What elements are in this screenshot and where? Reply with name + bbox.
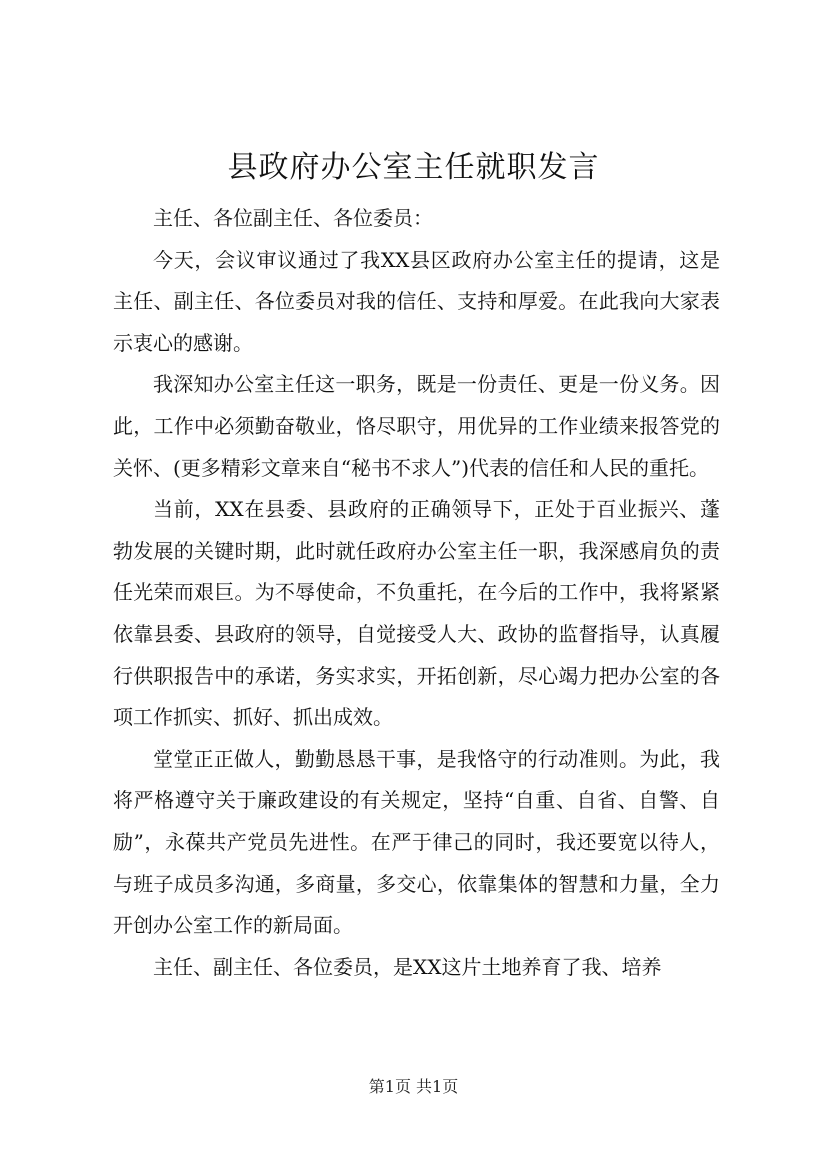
document-body <box>113 198 720 988</box>
salutation: 主任、各位副主任、各位委员： <box>153 206 433 230</box>
document-title: 县政府办公室主任就职发言 <box>227 150 600 185</box>
paragraph-responsibility: 我深知办公室主任这一职务，既是一份责任、更是一份义务。因此，工作中必须勤奋敬业，恪尽职守，用优异的工作业绩来报答党的关怀、(更多精彩文章来自“秘书不求人”)代表的信任和人民的重托。 <box>113 372 720 480</box>
paragraph-gratitude: 今天，会议审议通过了我XX县区政府办公室主任的提请，这是主任、副主任、各位委员对我的信任、支持和厚爱。在此我向大家表示衷心的感谢。 <box>113 247 720 355</box>
paragraph-closing-partial: 主任、副主任、各位委员，是XX这片土地养育了我、培养 <box>153 954 662 979</box>
page-number-footer: 第1页 共1页 <box>368 1077 459 1096</box>
paragraph-current-work: 当前，XX在县委、县政府的正确领导下，正处于百业振兴、蓬勃发展的关键时期，此时就任政府办公室主任一职，我深感肩负的责任光荣而艰巨。为不辱使命，不负重托，在今后的工作中，我将紧紧依靠县委、县政府的领导，自觉接受人大、政协的监督指导，认真履行供职报告中的承诺，务实求实，开拓创新，尽心竭力把办公室的各项工作抓实、抓好、抓出成效。 <box>113 497 720 730</box>
paragraph-conduct: 堂堂正正做人，勤勤恳恳干事，是我恪守的行动准则。为此，我将严格遵守关于廉政建设的有关规定，坚持“自重、自省、自警、自励”，永葆共产党员先进性。在严于律己的同时，我还要宽以待人，与班子成员多沟通，多商量，多交心，依靠集体的智慧和力量，全力开创办公室工作的新局面。 <box>113 746 720 938</box>
